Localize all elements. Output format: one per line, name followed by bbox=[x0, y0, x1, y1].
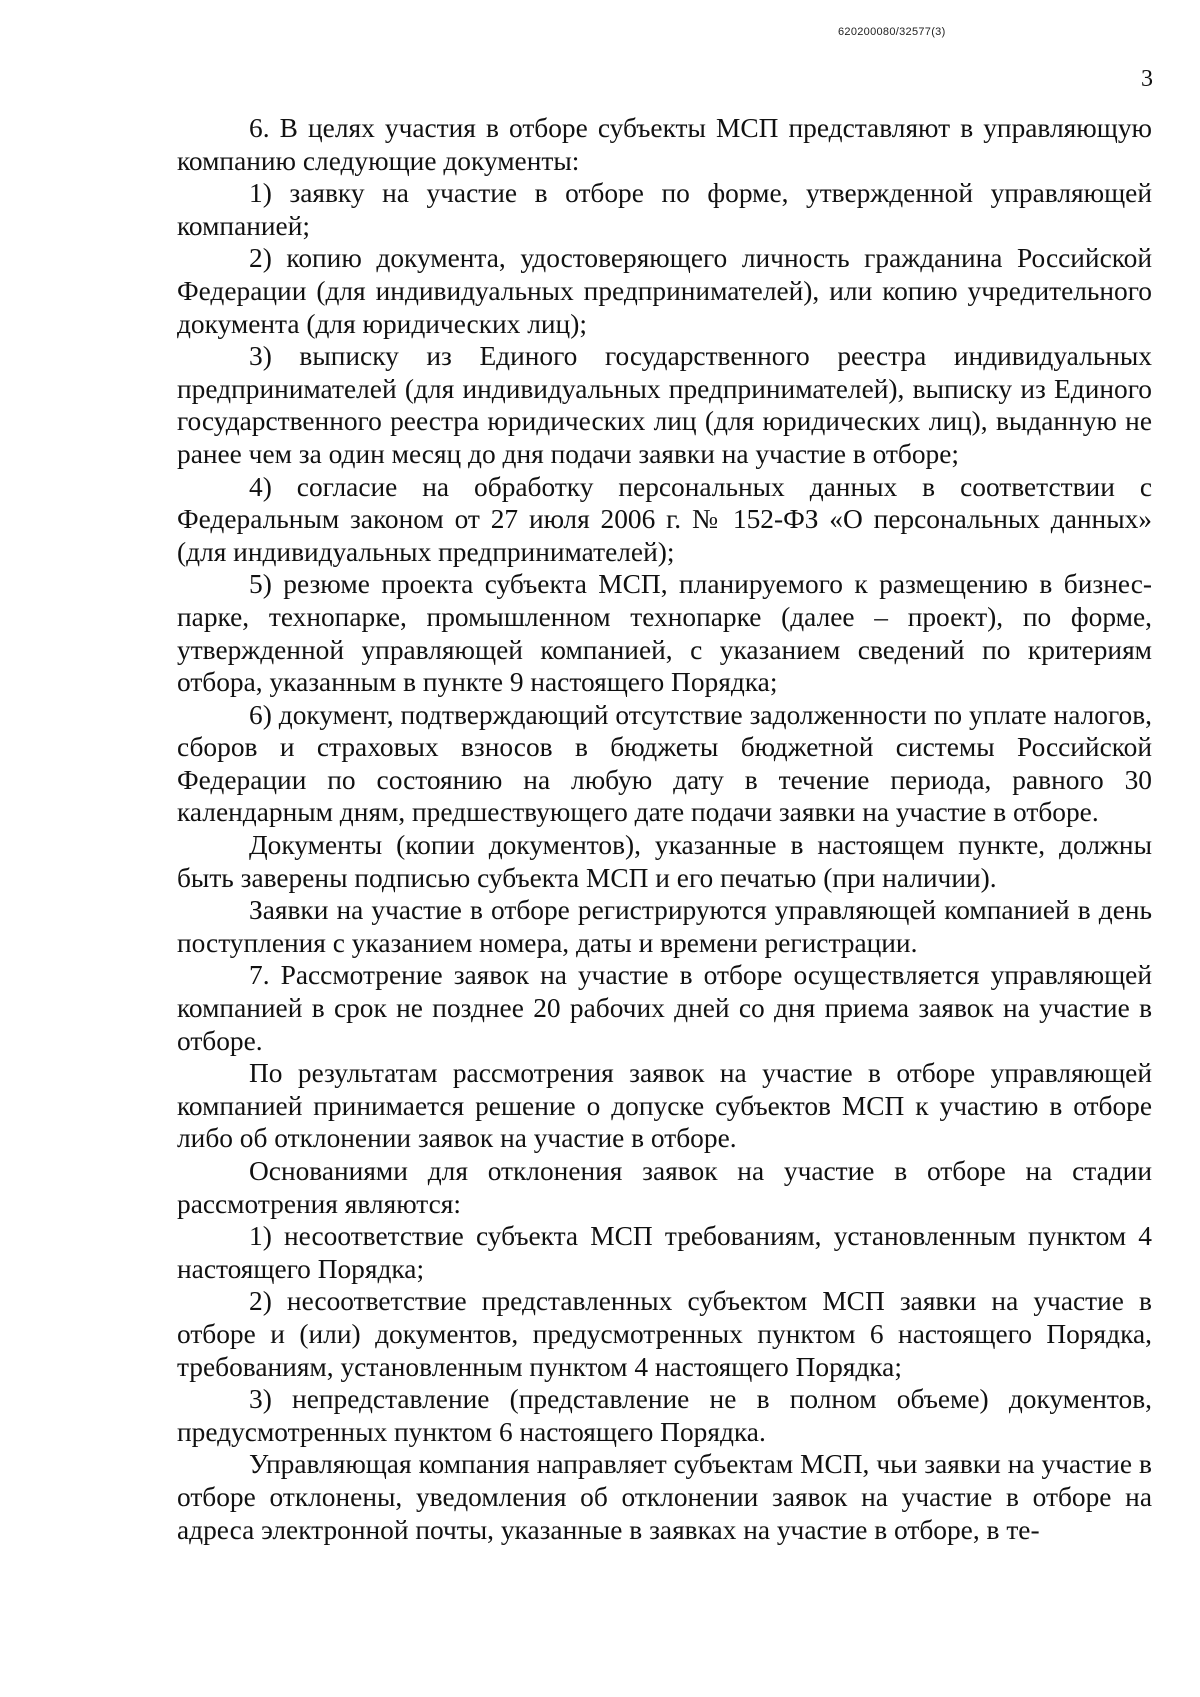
page-number: 3 bbox=[1141, 66, 1153, 92]
paragraph-subitem-6-no-debt: 6) документ, подтверждающий отсутствие задолженности по уплате налогов, сборов и страховых взносов в бюджеты бюджетной системы Российской Федерации по состоянию на любую дату в течение периода, равного 30 календарным дням, предшествующего дате подачи заявки на участие в отборе. bbox=[177, 699, 1152, 828]
paragraph-subitem-1-application: 1) заявку на участие в отборе по форме, утвержденной управляющей компанией; bbox=[177, 178, 1152, 241]
paragraph-rejection-notice: Управляющая компания направляет субъектам МСП, чьи заявки на участие в отборе отклонены, уведомления об отклонении заявок на участие в отборе на адреса электронной почты, указанные в заявках на участие в отборе, в те- bbox=[177, 1449, 1152, 1545]
document-body bbox=[177, 112, 1152, 1546]
paragraph-subitem-4-data-consent: 4) согласие на обработку персональных данных в соответствии с Федеральным законом от 27 июля 2006 г. № 152-ФЗ «О персональных данных» (для индивидуальных предпринимателей); bbox=[177, 471, 1152, 567]
paragraph-subitem-2-identity-copy: 2) копию документа, удостоверяющего личность гражданина Российской Федерации (для индивидуальных предпринимателей), или копию учредительного документа (для юридических лиц); bbox=[177, 243, 1152, 339]
paragraph-ground-3: 3) непредставление (представление не в полном объеме) документов, предусмотренных пунктом 6 настоящего Порядка. bbox=[177, 1384, 1152, 1447]
paragraph-subitem-3-registry-extract: 3) выписку из Единого государственного реестра индивидуальных предпринимателей (для индивидуальных предпринимателей), выписку из Единого государственного реестра юридических лиц (для юридических лиц), выданную не ранее чем за один месяц до дня подачи заявки на участие в отборе; bbox=[177, 341, 1152, 469]
paragraph-item-7-review: 7. Рассмотрение заявок на участие в отборе осуществляется управляющей компанией в срок не позднее 20 рабочих дней со дня приема заявок на участие в отборе. bbox=[177, 960, 1152, 1056]
paragraph-subitem-5-project-summary: 5) резюме проекта субъекта МСП, планируемого к размещению в бизнес-парке, технопарке, промышленном технопарке (далее – проект), по форме, утвержденной управляющей компанией, с указанием сведений по критериям отбора, указанным в пункте 9 настоящего Порядка; bbox=[177, 569, 1152, 698]
paragraph-ground-2: 2) несоответствие представленных субъектом МСП заявки на участие в отборе и (или) документов, предусмотренных пунктом 6 настоящего Порядка, требованиям, установленным пунктом 4 настоящего Порядка; bbox=[177, 1286, 1152, 1382]
paragraph-rejection-grounds: Основаниями для отклонения заявок на участие в отборе на стадии рассмотрения являются: bbox=[177, 1156, 1152, 1219]
document-id: 620200080/32577(3) bbox=[838, 26, 946, 38]
paragraph-ground-1: 1) несоответствие субъекта МСП требованиям, установленным пунктом 4 настоящего Порядка; bbox=[177, 1221, 1152, 1284]
paragraph-item-6-intro: 6. В целях участия в отборе субъекты МСП представляют в управляющую компанию следующие документы: bbox=[177, 113, 1152, 176]
paragraph-review-decision: По результатам рассмотрения заявок на участие в отборе управляющей компанией принимается решение о допуске субъектов МСП к участию в отборе либо об отклонении заявок на участие в отборе. bbox=[177, 1058, 1152, 1154]
paragraph-documents-certification: Документы (копии документов), указанные в настоящем пункте, должны быть заверены подписью субъекта МСП и его печатью (при наличии). bbox=[177, 830, 1152, 893]
paragraph-applications-registration: Заявки на участие в отборе регистрируются управляющей компанией в день поступления с указанием номера, даты и времени регистрации. bbox=[177, 895, 1152, 958]
